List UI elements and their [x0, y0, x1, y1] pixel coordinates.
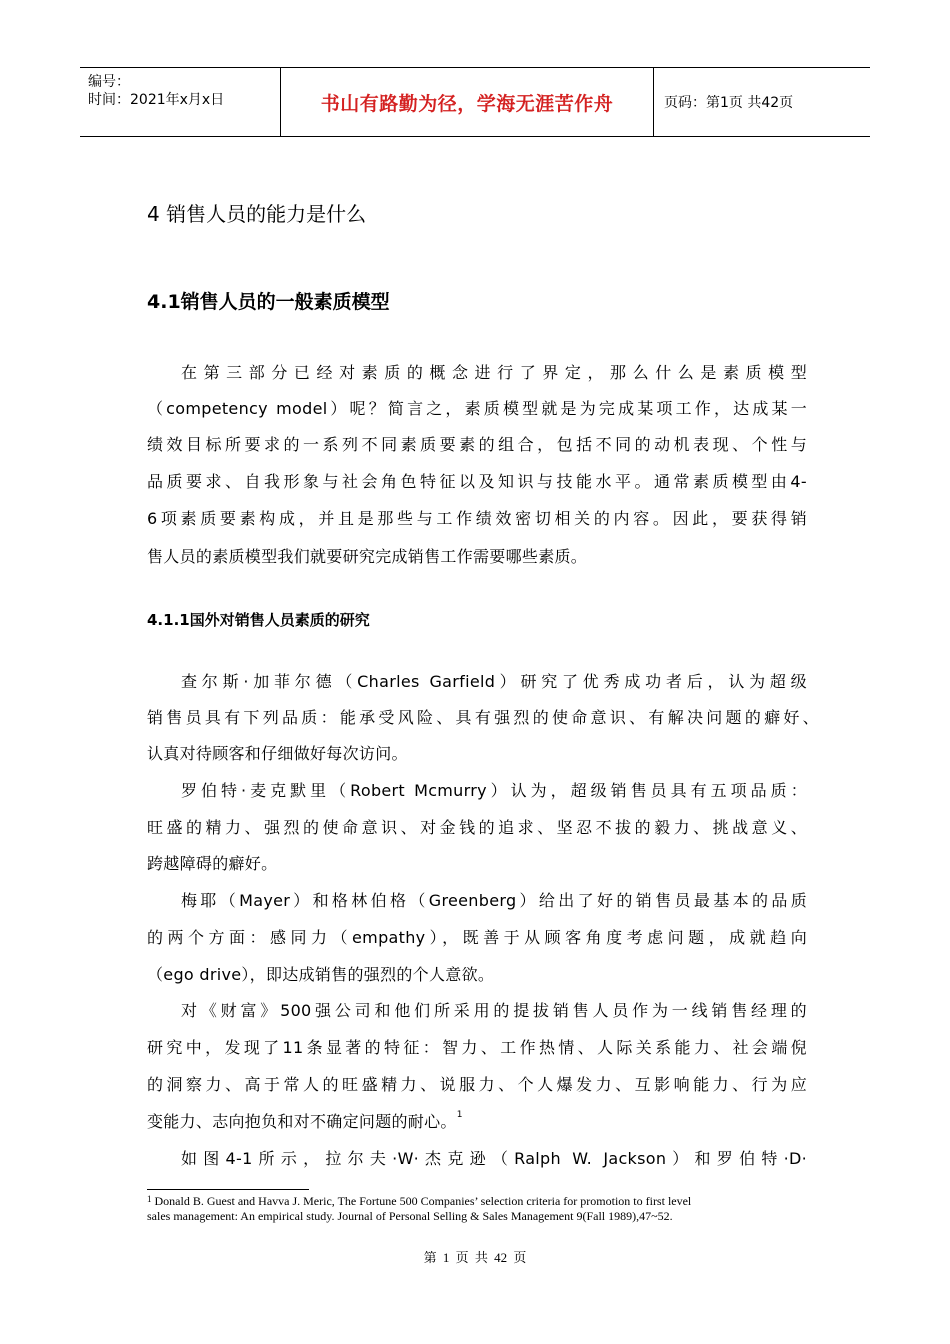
footnote-rule — [147, 1189, 309, 1190]
header-motto-cell — [281, 68, 654, 136]
header-page-cell — [654, 68, 870, 136]
subsection-title: 4.1.1国外对销售人员素质的研究 — [147, 611, 370, 629]
paragraph-line: 的洞察力、高于常人的旺盛精力、说服力、个人爆发力、互影响能力、行为应 — [147, 1075, 807, 1094]
paragraph-line: 旺盛的精力、强烈的使命意识、对金钱的追求、坚忍不拔的毅力、挑战意义、 — [147, 818, 807, 837]
footnote-mark: 1 — [147, 1194, 152, 1204]
chapter-title: 4 销售人员的能力是什么 — [147, 202, 367, 226]
paragraph-line — [147, 1110, 807, 1134]
page-footer: 第 1 页 共 42 页 — [423, 1250, 527, 1265]
paragraph-line: 查尔斯·加菲尔德（Charles Garfield）研究了优秀成功者后，认为超级 — [181, 672, 807, 691]
paragraph-line: 认真对待顾客和仔细做好每次访问。 — [147, 744, 408, 763]
time-label: 时间：2021年x月x日 — [88, 92, 225, 108]
paragraph-line: 对《财富》500强公司和他们所采用的提拔销售人员作为一线销售经理的 — [181, 1001, 807, 1020]
paragraph-line: 跨越障碍的癖好。 — [147, 854, 278, 873]
paragraph-line: 的两个方面：感同力（empathy），既善于从顾客角度考虑问题，成就趋向 — [147, 928, 807, 947]
paragraph-line: 绩效目标所要求的一系列不同素质要素的组合，包括不同的动机表现、个性与 — [147, 435, 807, 454]
footnote-reference[interactable]: 1 — [456, 1110, 463, 1120]
paragraph-line: 6项素质要素构成，并且是那些与工作绩效密切相关的内容。因此，要获得销 — [147, 509, 807, 528]
section-title: 4.1销售人员的一般素质模型 — [147, 291, 390, 313]
paragraph-line: 品质要求、自我形象与社会角色特征以及知识与技能水平。通常素质模型由4- — [147, 472, 807, 491]
motto: 书山有路勤为径，学海无涯苦作舟 — [320, 92, 614, 115]
footnote-text: Donald B. Guest and Havva J. Meric, The Fortune 500 Companies’ selection criteria for promotion to first level — [154, 1194, 692, 1208]
paragraph-line: 研究中，发现了11条显著的特征：智力、工作热情、人际关系能力、社会端倪 — [147, 1038, 807, 1057]
number-label: 编号： — [88, 74, 130, 90]
paragraph-line: 在第三部分已经对素质的概念进行了界定，那么什么是素质模型 — [181, 363, 807, 382]
header-meta-cell — [80, 68, 281, 136]
footnote — [147, 1194, 837, 1224]
paragraph-line: （competency model）呢？简言之，素质模型就是为完成某项工作，达成某一 — [147, 399, 807, 418]
paragraph-line: 如图4-1所示，拉尔夫·W·杰克逊（Ralph W. Jackson）和罗伯特·D· — [181, 1149, 807, 1168]
paragraph-line: 销售员具有下列品质：能承受风险、具有强烈的使命意识、有解决问题的癖好、 — [147, 708, 819, 727]
paragraph-line: 售人员的素质模型我们就要研究完成销售工作需要哪些素质。 — [147, 547, 588, 566]
paragraph-text: 变能力、志向抱负和对不确定问题的耐心。 — [147, 1112, 457, 1131]
paragraph-line: 罗伯特·麦克默里（Robert Mcmurry）认为，超级销售员具有五项品质： — [181, 781, 807, 800]
page-info: 页码：第1页 共42页 — [664, 95, 794, 111]
page-header — [80, 67, 870, 137]
footnote-text: sales management: An empirical study. Journal of Personal Selling & Sales Management 9(Fall 1989),47~52. — [147, 1209, 673, 1223]
paragraph-line: （ego drive），即达成销售的强烈的个人意欲。 — [147, 965, 495, 984]
paragraph-line: 梅耶（Mayer）和格林伯格（Greenberg）给出了好的销售员最基本的品质 — [181, 891, 807, 910]
